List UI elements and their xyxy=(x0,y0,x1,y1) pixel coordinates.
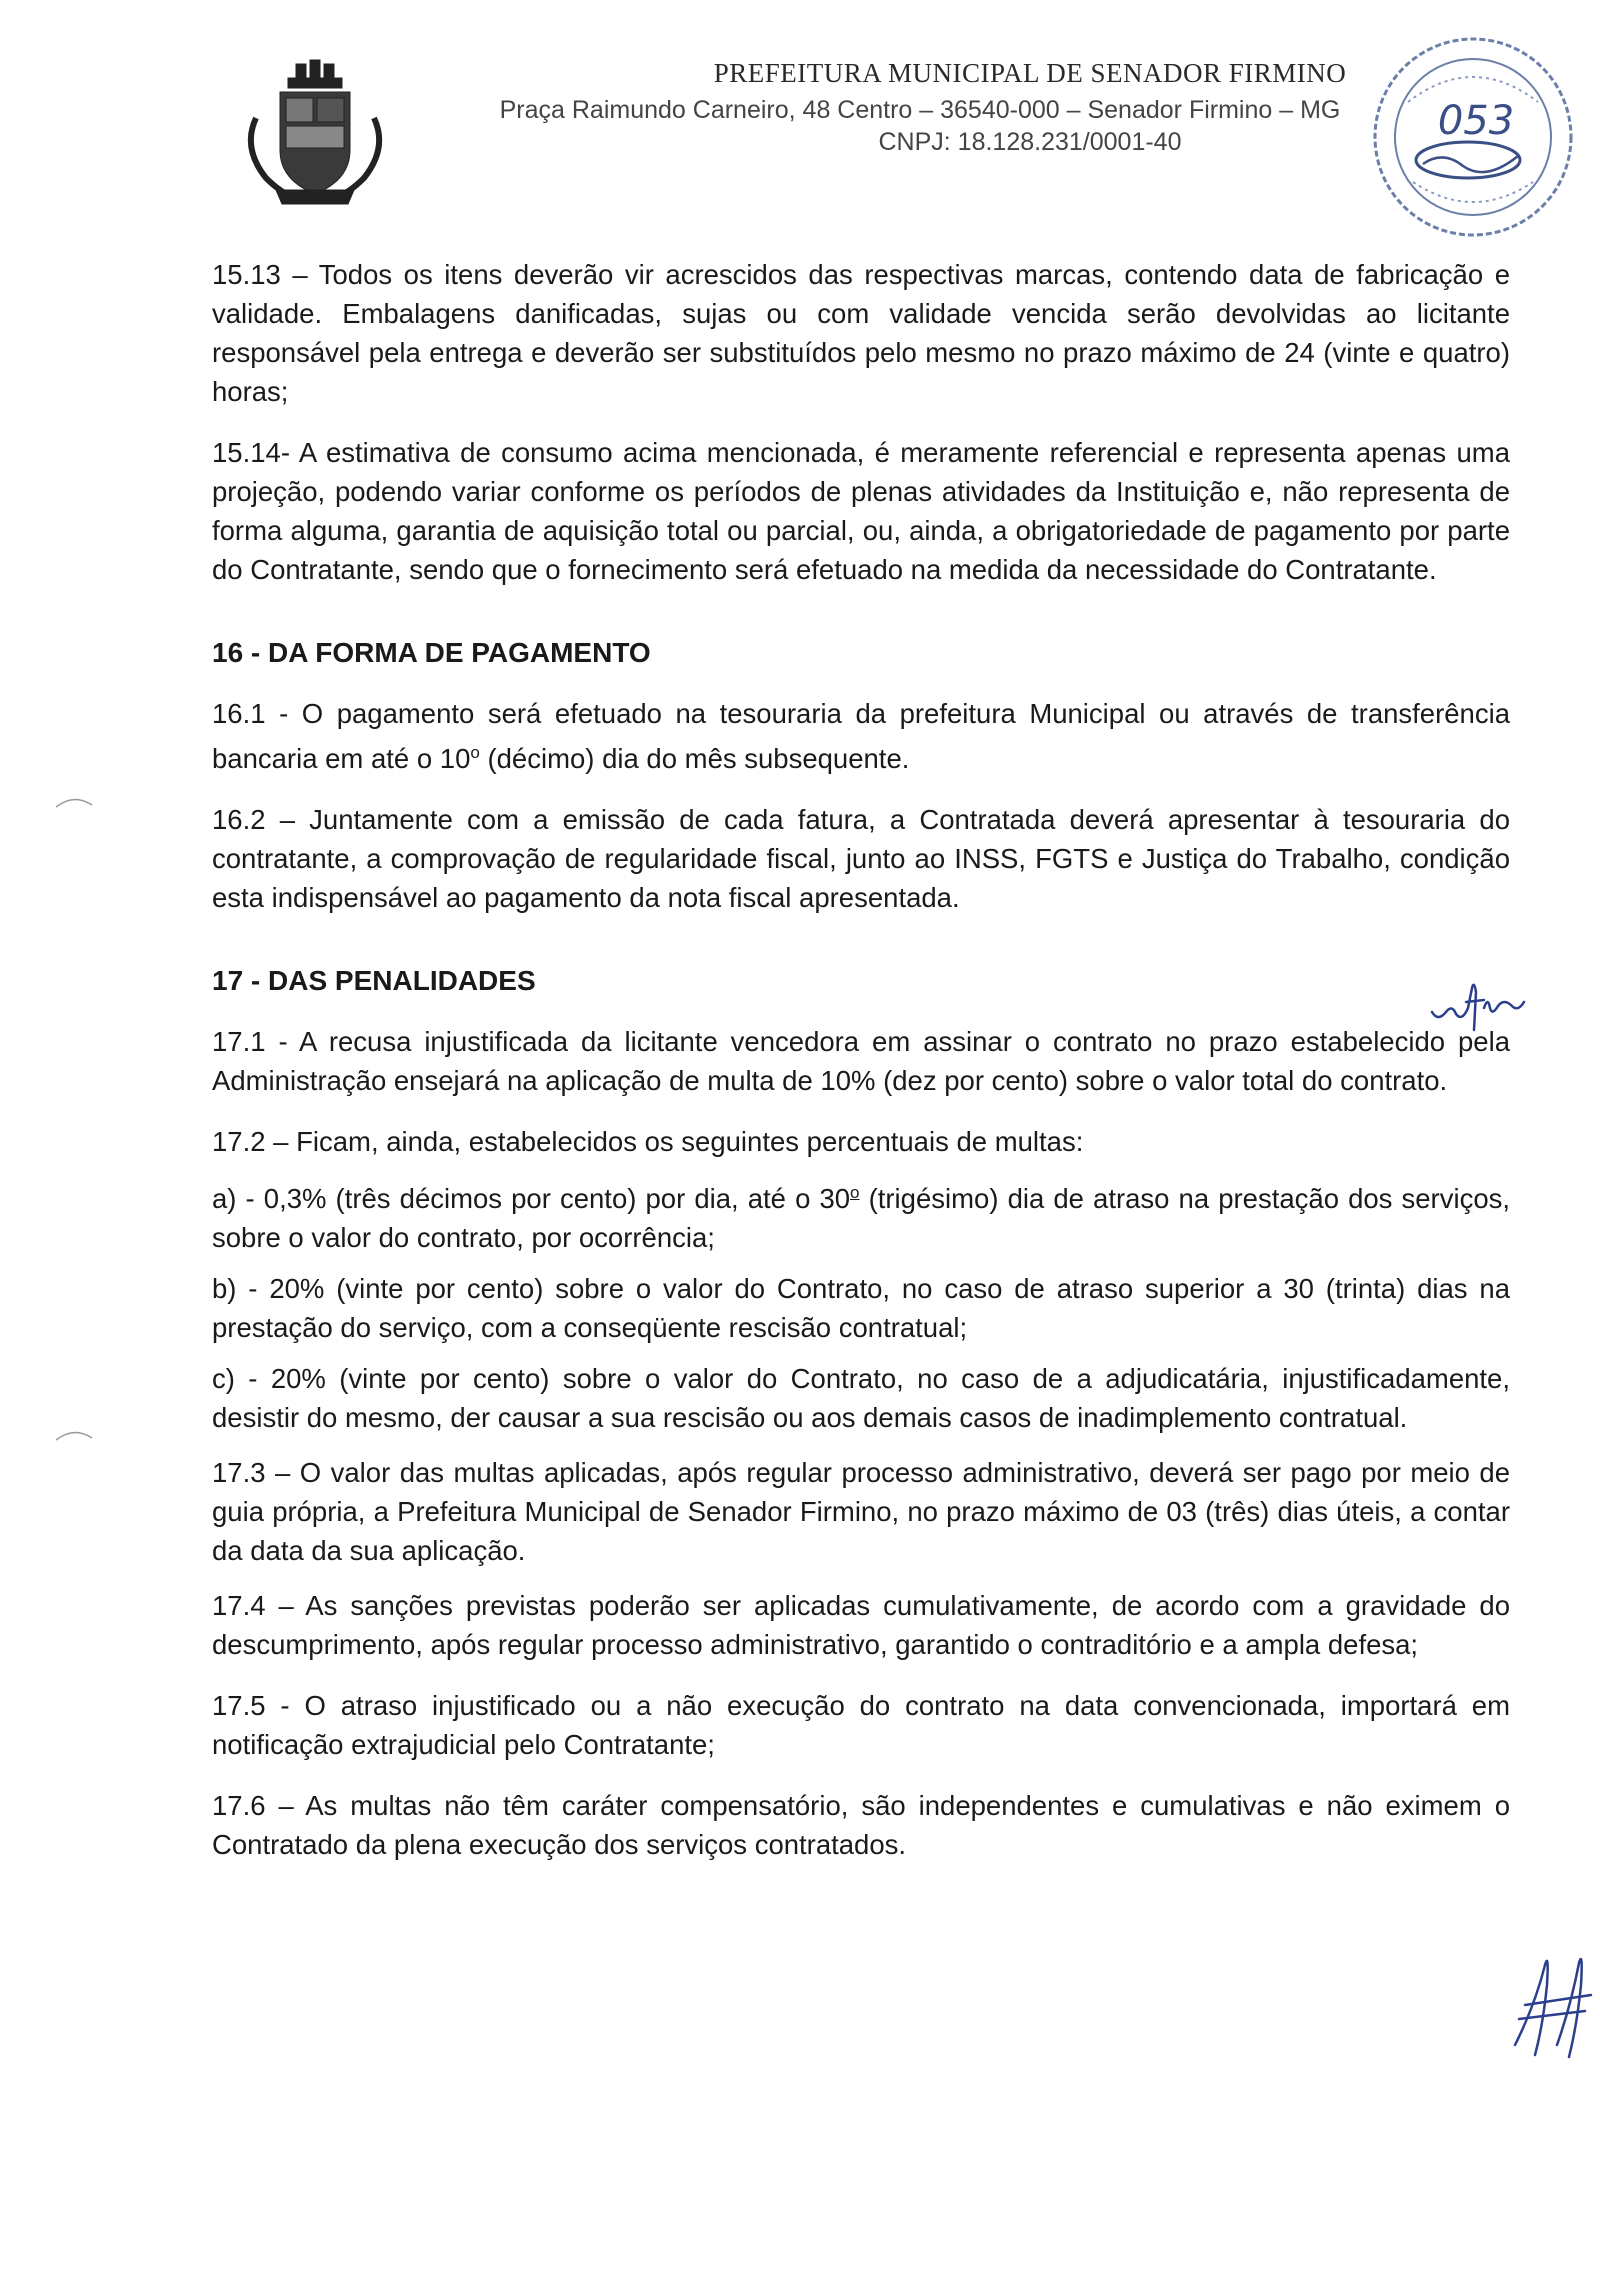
clause-17-2-c: c) - 20% (vinte por cento) sobre o valor do Contrato, no caso de a adjudicatária, injustificadamente, desistir do mesmo, der causar a sua rescisão ou aos demais casos de inadimplemento contratual. xyxy=(212,1363,1510,1434)
clause-16-2: 16.2 – Juntamente com a emissão de cada fatura, a Contratada deverá apresentar à tesouraria do contratante, a comprovação de regularidade fiscal, junto ao INSS, FGTS e Justiça do Trabalho, condição esta indispensável ao pagamento da nota fiscal apresentada. xyxy=(212,804,1510,914)
clause-16-1-text-end: (décimo) dia do mês subsequente. xyxy=(479,743,910,775)
clause-16-1 xyxy=(212,694,1510,778)
handwritten-rubric-signature xyxy=(1428,972,1528,1032)
document-body xyxy=(212,255,1510,1886)
section-heading-16: 16 - DA FORMA DE PAGAMENTO xyxy=(212,637,651,668)
letterhead xyxy=(0,0,1600,200)
organization-cnpj: CNPJ: 18.128.231/0001-40 xyxy=(878,128,1182,156)
organization-address: Praça Raimundo Carneiro, 48 Centro – 36540-000 – Senador Firmino – MG xyxy=(499,96,1341,124)
clause-17-4: 17.4 – As sanções previstas poderão ser aplicadas cumulativamente, de acordo com a gravidade do descumprimento, após regular processo administrativo, garantido o contraditório e a ampla defesa; xyxy=(212,1590,1510,1661)
clause-17-2-a-text-end: (trigésimo) dia de atraso na prestação dos serviços, sobre o valor do contrato, por ocorrência; xyxy=(212,1183,1511,1254)
handwritten-initials-signature xyxy=(1505,1945,1595,2065)
clause-17-1: 17.1 - A recusa injustificada da licitante vencedora em assinar o contrato no prazo estabelecido pela Administração ensejará na aplicação de multa de 10% (dez por cento) sobre o valor total do contrato. xyxy=(212,1026,1510,1097)
ordinal-sup: o xyxy=(470,743,480,762)
clause-17-2-a xyxy=(212,1173,1510,1257)
municipal-crest-icon xyxy=(236,58,386,208)
clause-17-2-a-text: a) - 0,3% (três décimos por cento) por dia, até o 30 xyxy=(212,1183,851,1215)
organization-name: PREFEITURA MUNICIPAL DE SENADOR FIRMINO xyxy=(713,58,1347,88)
clause-17-3: 17.3 – O valor das multas aplicadas, após regular processo administrativo, deverá ser pago por meio de guia própria, a Prefeitura Municipal de Senador Firmino, no prazo máximo de 03 (três) dias úteis, a contar da data da sua aplicação. xyxy=(212,1457,1510,1567)
clause-17-2-b: b) - 20% (vinte por cento) sobre o valor do Contrato, no caso de atraso superior a 30 (trinta) dias na prestação do serviço, com a conseqüente rescisão contratual; xyxy=(212,1273,1510,1344)
clause-17-2: 17.2 – Ficam, ainda, estabelecidos os seguintes percentuais de multas: xyxy=(212,1126,1084,1158)
clause-15-14: 15.14- A estimativa de consumo acima mencionada, é meramente referencial e representa apenas uma projeção, podendo variar conforme os períodos de plenas atividades da Instituição e, não representa de forma alguma, garantia de aquisição total ou parcial, ou, ainda, a obrigatoriedade de pagamento por parte do Contratante, sendo que o fornecimento será efetuado na medida da necessidade do Contratante. xyxy=(212,437,1510,585)
ordinal-sup: o xyxy=(850,1183,860,1203)
margin-scan-mark xyxy=(54,795,94,809)
clause-16-1-text: 16.1 - O pagamento será efetuado na tesouraria da prefeitura Municipal ou através de transferência bancaria em até o 10 xyxy=(212,698,1510,775)
clause-17-6: 17.6 – As multas não têm caráter compensatório, são independentes e cumulativas e não eximem o Contratado da plena execução dos serviços contratados. xyxy=(212,1790,1510,1861)
clause-15-13: 15.13 – Todos os itens deverão vir acrescidos das respectivas marcas, contendo data de fabricação e validade. Embalagens danificadas, sujas ou com validade vencida serão devolvidas ao licitante responsável pela entrega e deverão ser substituídos pelo mesmo no prazo máximo de 24 (vinte e quatro) horas; xyxy=(212,259,1510,407)
clause-17-5: 17.5 - O atraso injustificado ou a não execução do contrato na data convencionada, importará em notificação extrajudicial pelo Contratante; xyxy=(212,1690,1510,1761)
stamp-number: 053 xyxy=(1437,98,1515,144)
commission-stamp xyxy=(1368,32,1578,242)
margin-scan-mark xyxy=(54,1428,94,1442)
section-heading-17: 17 - DAS PENALIDADES xyxy=(212,965,536,997)
